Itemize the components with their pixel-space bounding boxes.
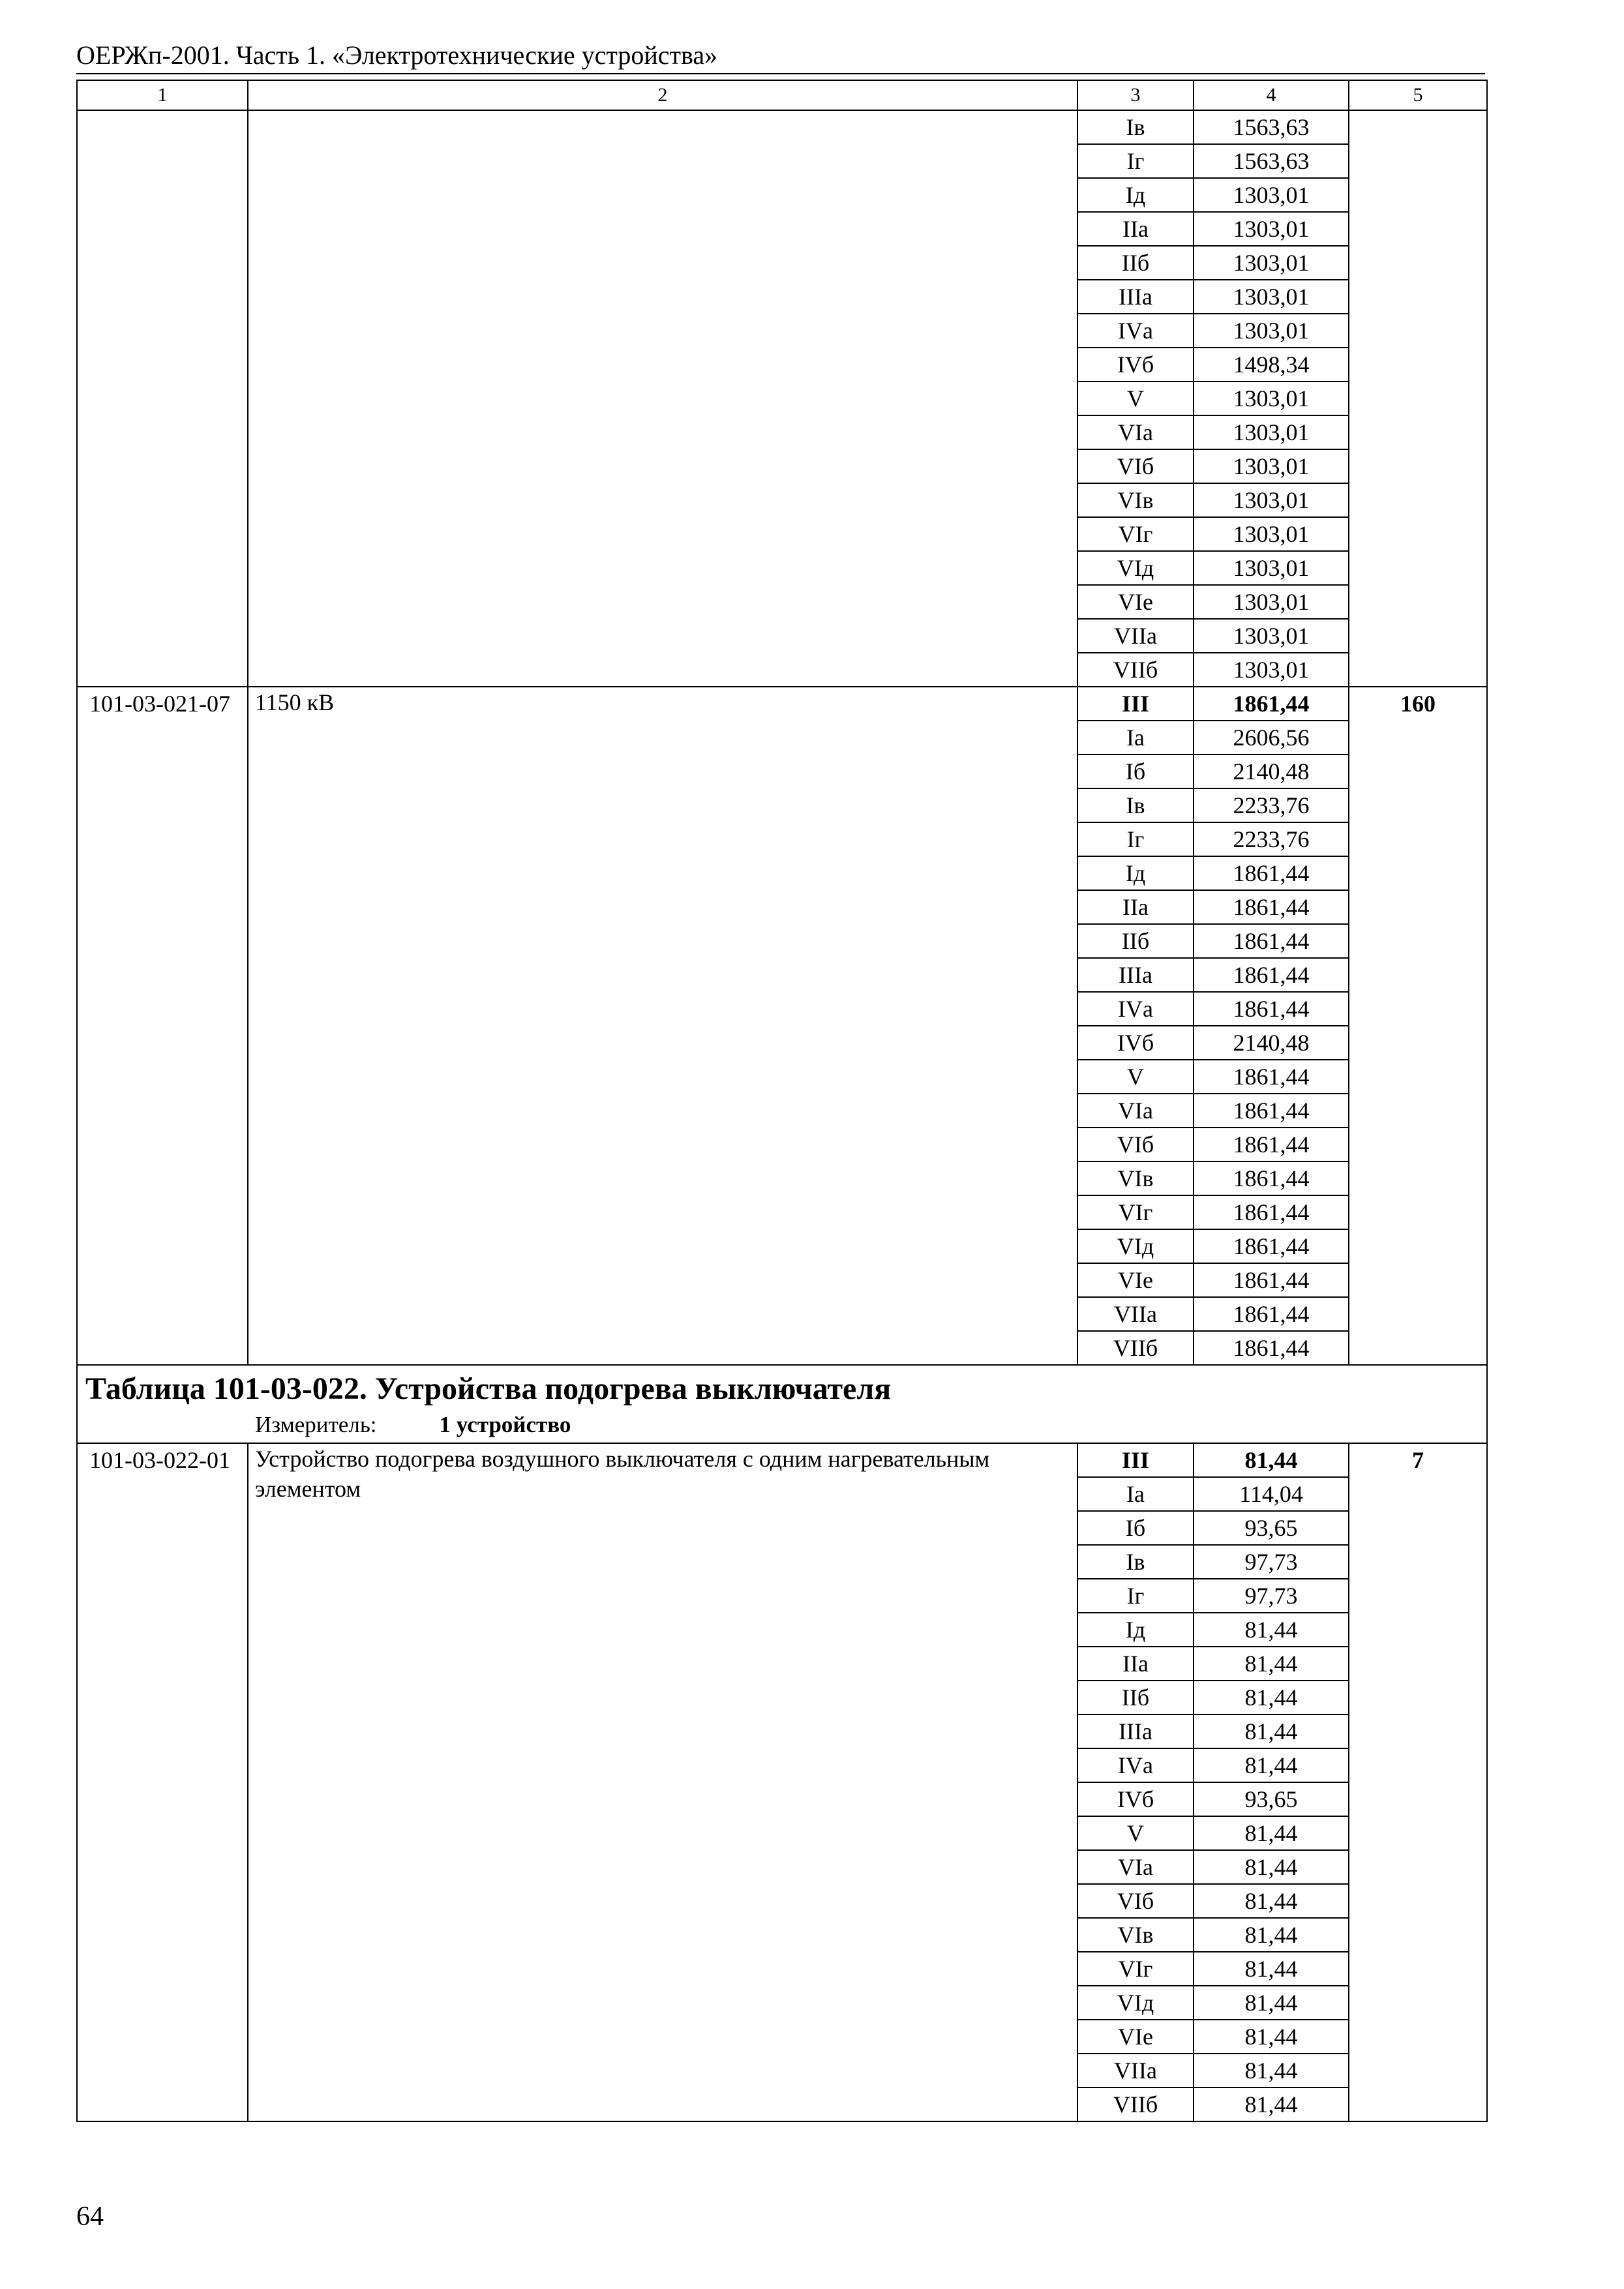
price-cell: 1303,01 xyxy=(1194,483,1349,517)
zone-cell: VIг xyxy=(1077,517,1194,551)
price-cell: 2233,76 xyxy=(1194,788,1349,822)
price-cell: 1303,01 xyxy=(1194,212,1349,246)
column-number: 4 xyxy=(1194,80,1349,110)
price-cell: 2140,48 xyxy=(1194,755,1349,788)
price-cell: 81,44 xyxy=(1194,1816,1349,1850)
zone-cell: IVб xyxy=(1077,1782,1194,1816)
zone-cell: VIIб xyxy=(1077,1331,1194,1365)
zone-cell: VIг xyxy=(1077,1952,1194,1986)
zone-cell: Iа xyxy=(1077,721,1194,755)
zone-cell: IIа xyxy=(1077,1647,1194,1681)
zone-cell: IVа xyxy=(1077,1748,1194,1782)
column-number: 1 xyxy=(77,80,248,110)
price-cell: 81,44 xyxy=(1194,1647,1349,1681)
header-divider xyxy=(76,73,1485,74)
price-cell: 93,65 xyxy=(1194,1511,1349,1545)
zone-cell: Iг xyxy=(1077,144,1194,178)
price-cell: 81,44 xyxy=(1194,2054,1349,2087)
table-row xyxy=(77,1443,1487,1477)
price-cell: 81,44 xyxy=(1194,1748,1349,1782)
zone-cell: VIв xyxy=(1077,1918,1194,1952)
price-cell: 81,44 xyxy=(1194,1681,1349,1714)
section-title: Таблица 101-03-022. Устройства подогрева выключателя xyxy=(85,1371,892,1406)
measure-unit: 1 устройство xyxy=(439,1412,571,1437)
price-cell: 81,44 xyxy=(1194,1443,1349,1477)
price-cell: 1303,01 xyxy=(1194,585,1349,619)
price-cell: 1861,44 xyxy=(1194,1229,1349,1263)
price-cell: 1303,01 xyxy=(1194,246,1349,280)
zone-cell: VIа xyxy=(1077,1094,1194,1128)
price-cell: 1303,01 xyxy=(1194,415,1349,449)
zone-cell: IVб xyxy=(1077,348,1194,382)
price-cell: 1303,01 xyxy=(1194,619,1349,653)
price-cell: 1303,01 xyxy=(1194,653,1349,687)
zone-cell: VIб xyxy=(1077,1128,1194,1161)
zone-cell: VIIб xyxy=(1077,653,1194,687)
zone-cell: VIа xyxy=(1077,1850,1194,1884)
price-cell: 1303,01 xyxy=(1194,382,1349,415)
price-cell: 1861,44 xyxy=(1194,1161,1349,1195)
zone-cell: IIб xyxy=(1077,924,1194,958)
zone-cell: IIа xyxy=(1077,212,1194,246)
price-cell: 1861,44 xyxy=(1194,924,1349,958)
zone-cell: VIв xyxy=(1077,483,1194,517)
section-measure xyxy=(78,1410,1486,1440)
zone-cell: Iа xyxy=(1077,1477,1194,1511)
zone-cell: IIа xyxy=(1077,890,1194,924)
zone-cell: III xyxy=(1077,1443,1194,1477)
page-number: 64 xyxy=(76,2202,104,2232)
price-cell: 1303,01 xyxy=(1194,178,1349,212)
rate-cell: 7 xyxy=(1349,1443,1487,2121)
price-cell: 81,44 xyxy=(1194,1884,1349,1918)
item-description xyxy=(248,110,1077,687)
rate-cell: 160 xyxy=(1349,687,1487,1365)
price-cell: 1861,44 xyxy=(1194,1195,1349,1229)
zone-cell: VIб xyxy=(1077,1884,1194,1918)
item-code: 101-03-021-07 xyxy=(77,687,248,1365)
price-cell: 1861,44 xyxy=(1194,1331,1349,1365)
price-cell: 81,44 xyxy=(1194,1714,1349,1748)
column-number: 5 xyxy=(1349,80,1487,110)
zone-cell: Iб xyxy=(1077,755,1194,788)
zone-cell: IIIа xyxy=(1077,1714,1194,1748)
price-cell: 1861,44 xyxy=(1194,1060,1349,1094)
table-row xyxy=(77,110,1487,144)
zone-cell: VIе xyxy=(1077,2020,1194,2054)
price-cell: 1303,01 xyxy=(1194,449,1349,483)
price-cell: 2140,48 xyxy=(1194,1026,1349,1060)
price-cell: 1861,44 xyxy=(1194,1263,1349,1297)
zone-cell: VIIа xyxy=(1077,619,1194,653)
column-number: 2 xyxy=(248,80,1077,110)
price-cell: 1498,34 xyxy=(1194,348,1349,382)
column-number-row xyxy=(77,80,1487,110)
price-cell: 1303,01 xyxy=(1194,314,1349,348)
price-cell: 2606,56 xyxy=(1194,721,1349,755)
price-cell: 1563,63 xyxy=(1194,110,1349,144)
price-cell: 81,44 xyxy=(1194,1986,1349,2020)
zone-cell: V xyxy=(1077,382,1194,415)
price-cell: 1861,44 xyxy=(1194,856,1349,890)
price-cell: 1563,63 xyxy=(1194,144,1349,178)
zone-cell: Iд xyxy=(1077,1613,1194,1647)
item-code: 101-03-022-01 xyxy=(77,1443,248,2121)
zone-cell: IVа xyxy=(1077,992,1194,1026)
zone-cell: V xyxy=(1077,1816,1194,1850)
price-cell: 81,44 xyxy=(1194,1613,1349,1647)
zone-cell: Iв xyxy=(1077,1545,1194,1579)
zone-cell: VIв xyxy=(1077,1161,1194,1195)
zone-cell: VIг xyxy=(1077,1195,1194,1229)
item-description: Устройство подогрева воздушного выключателя с одним нагревательным элементом xyxy=(248,1443,1077,2121)
price-cell: 1303,01 xyxy=(1194,517,1349,551)
price-cell: 81,44 xyxy=(1194,2087,1349,2121)
price-cell: 97,73 xyxy=(1194,1579,1349,1613)
zone-cell: IIб xyxy=(1077,1681,1194,1714)
price-cell: 1861,44 xyxy=(1194,992,1349,1026)
zone-cell: VIд xyxy=(1077,1986,1194,2020)
zone-cell: VIд xyxy=(1077,551,1194,585)
price-cell: 1861,44 xyxy=(1194,1094,1349,1128)
zone-cell: VIа xyxy=(1077,415,1194,449)
price-cell: 97,73 xyxy=(1194,1545,1349,1579)
zone-cell: Iг xyxy=(1077,1579,1194,1613)
zone-cell: Iд xyxy=(1077,178,1194,212)
zone-cell: VIIа xyxy=(1077,1297,1194,1331)
price-cell: 81,44 xyxy=(1194,1850,1349,1884)
zone-cell: Iг xyxy=(1077,822,1194,856)
zone-cell: V xyxy=(1077,1060,1194,1094)
document-header: ОЕРЖп-2001. Часть 1. «Электротехнические устройства» xyxy=(76,40,718,70)
price-cell: 114,04 xyxy=(1194,1477,1349,1511)
price-cell: 1303,01 xyxy=(1194,280,1349,314)
zone-cell: Iв xyxy=(1077,110,1194,144)
zone-cell: IVб xyxy=(1077,1026,1194,1060)
zone-cell: Iв xyxy=(1077,788,1194,822)
price-cell: 1861,44 xyxy=(1194,958,1349,992)
table-row xyxy=(77,687,1487,721)
item-code xyxy=(77,110,248,687)
zone-cell: VIIа xyxy=(1077,2054,1194,2087)
item-description: 1150 кВ xyxy=(248,687,1077,1365)
price-cell: 1861,44 xyxy=(1194,1297,1349,1331)
zone-cell: IIIа xyxy=(1077,958,1194,992)
zone-cell: Iд xyxy=(1077,856,1194,890)
price-cell: 93,65 xyxy=(1194,1782,1349,1816)
zone-cell: VIд xyxy=(1077,1229,1194,1263)
zone-cell: VIе xyxy=(1077,1263,1194,1297)
rate-cell xyxy=(1349,110,1487,687)
column-number: 3 xyxy=(1077,80,1194,110)
zone-cell: VIе xyxy=(1077,585,1194,619)
measure-label: Измеритель: xyxy=(255,1412,377,1437)
price-cell: 1861,44 xyxy=(1194,687,1349,721)
price-cell: 81,44 xyxy=(1194,1952,1349,1986)
table-section-header xyxy=(77,1365,1487,1443)
zone-cell: IVа xyxy=(1077,314,1194,348)
price-cell: 1303,01 xyxy=(1194,551,1349,585)
zone-cell: Iб xyxy=(1077,1511,1194,1545)
zone-cell: VIIб xyxy=(1077,2087,1194,2121)
price-cell: 1861,44 xyxy=(1194,890,1349,924)
price-cell: 81,44 xyxy=(1194,2020,1349,2054)
price-cell: 2233,76 xyxy=(1194,822,1349,856)
price-cell: 81,44 xyxy=(1194,1918,1349,1952)
price-cell: 1861,44 xyxy=(1194,1128,1349,1161)
price-table xyxy=(76,80,1488,2122)
zone-cell: IIб xyxy=(1077,246,1194,280)
zone-cell: III xyxy=(1077,687,1194,721)
zone-cell: IIIа xyxy=(1077,280,1194,314)
section-cell xyxy=(77,1365,1487,1443)
zone-cell: VIб xyxy=(1077,449,1194,483)
